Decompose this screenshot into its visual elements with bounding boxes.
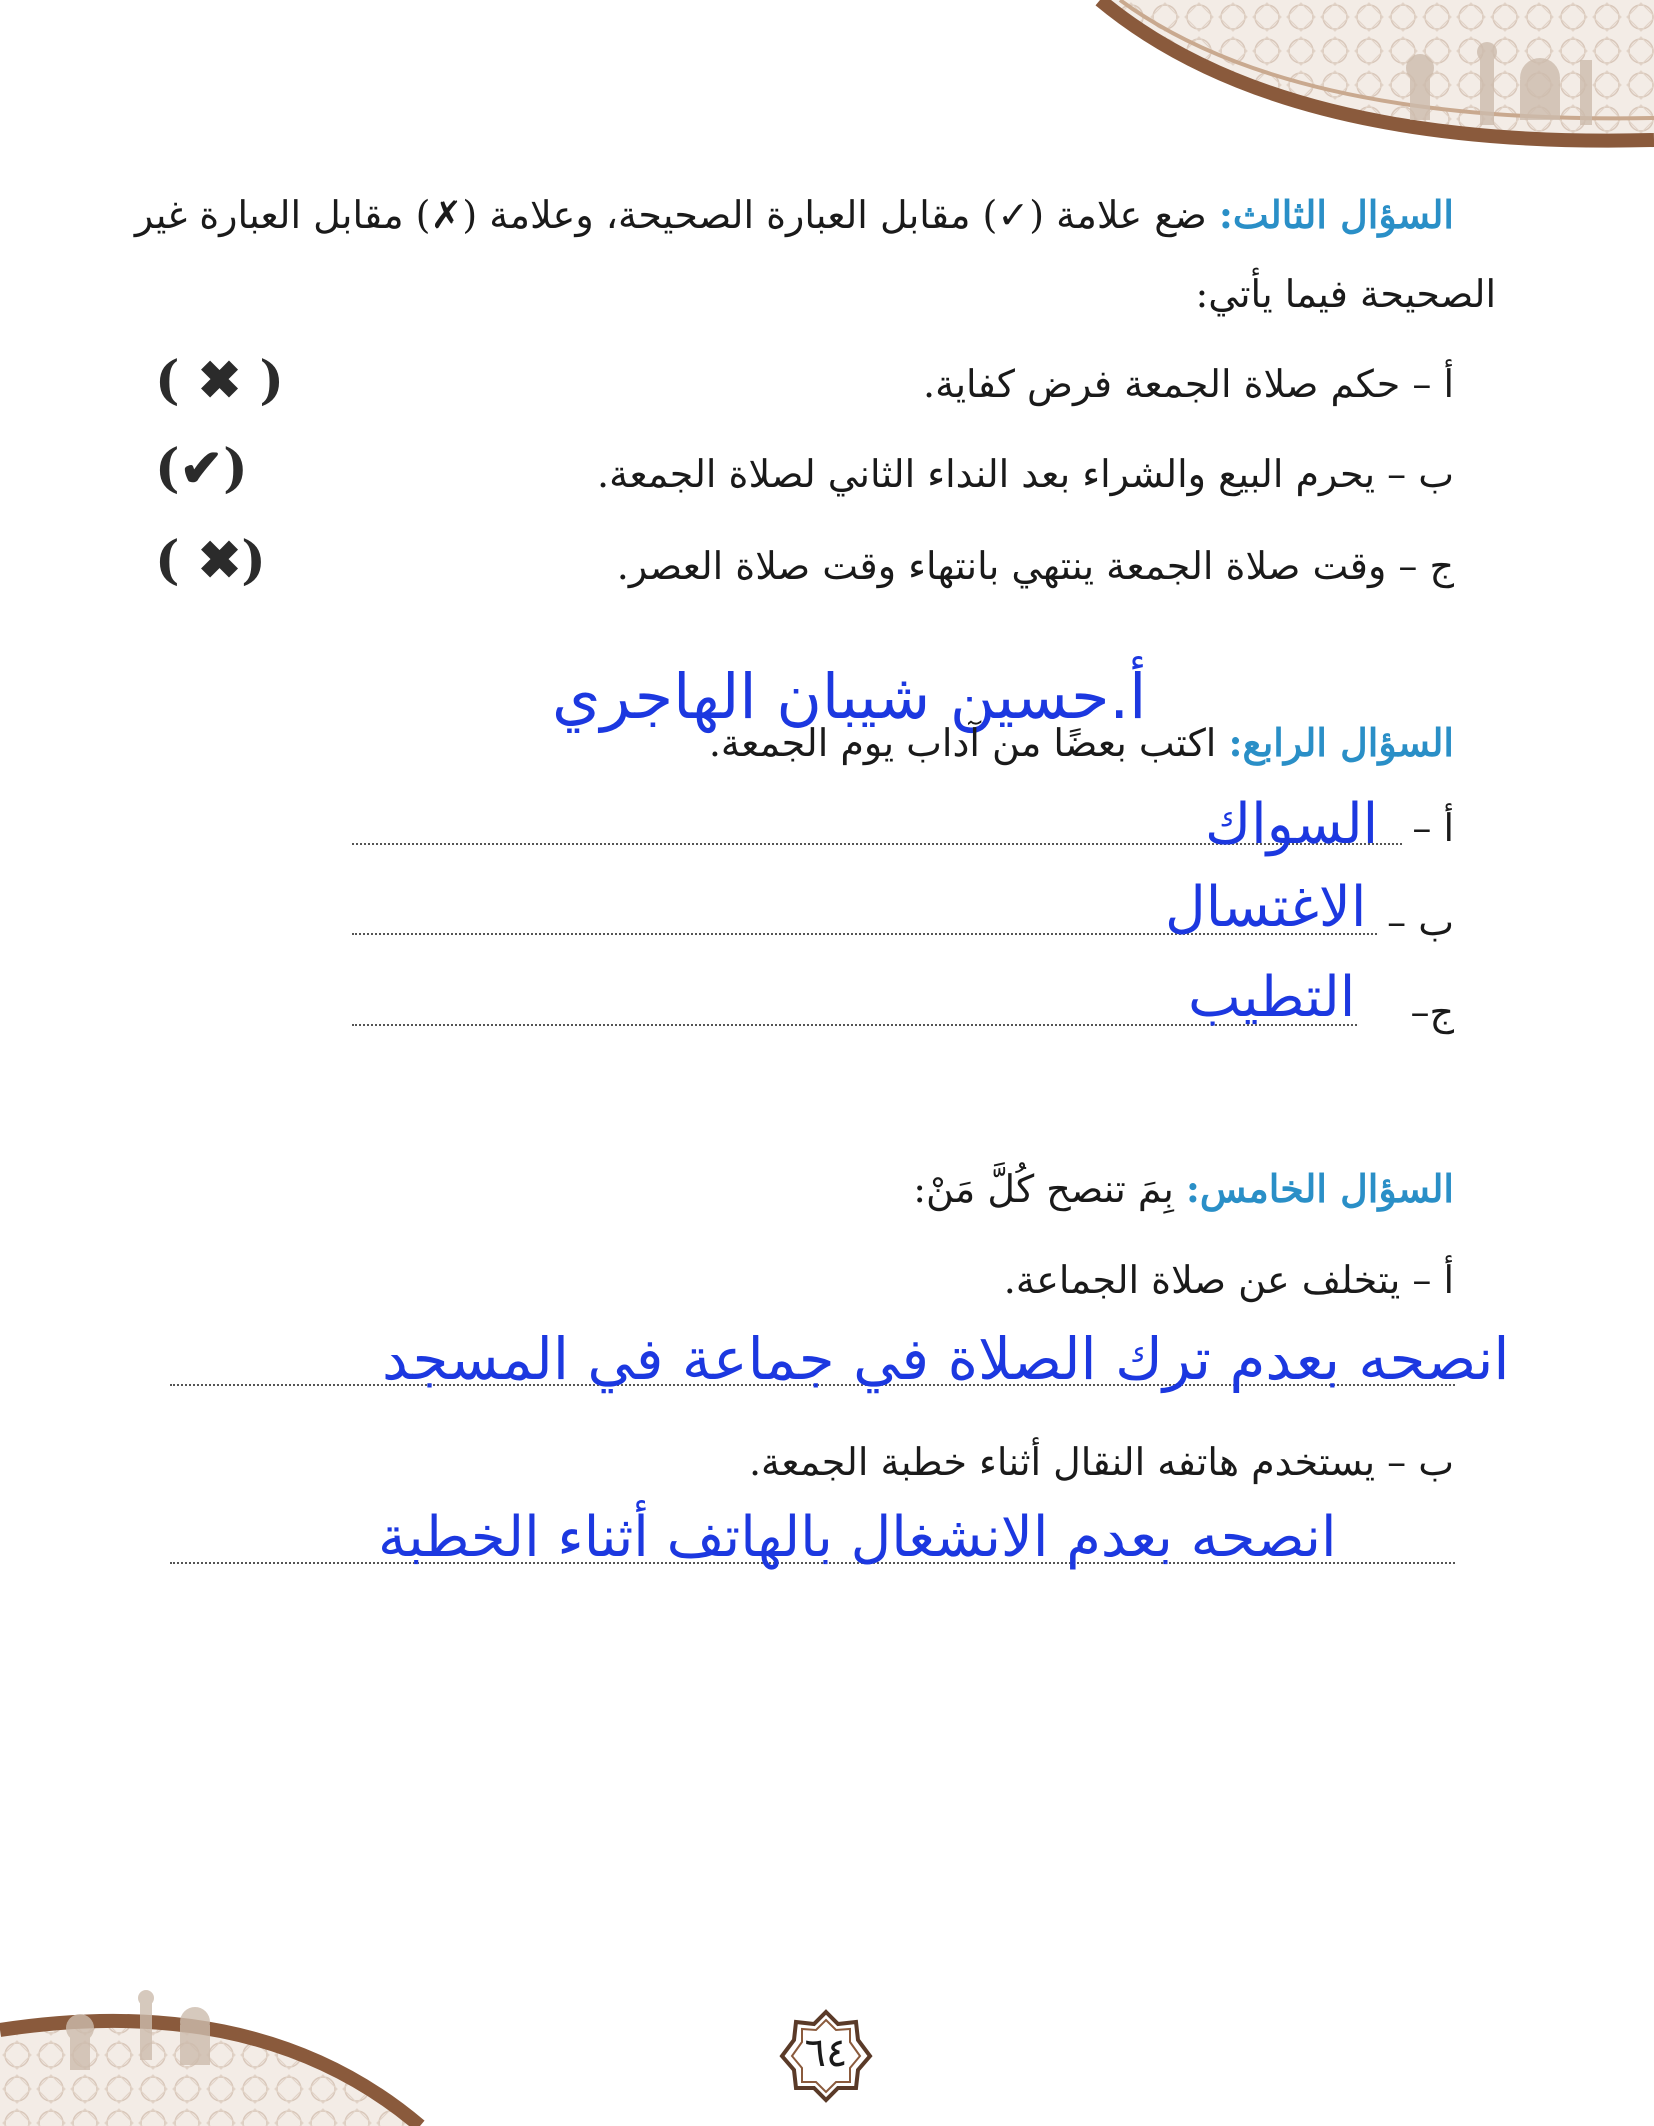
- q4-answer-a: السواك: [1205, 792, 1379, 857]
- q3-answer-b: (✔): [155, 438, 248, 499]
- top-banner-decoration: [1080, 0, 1654, 150]
- q4-prefix-a: أ –: [1412, 806, 1454, 850]
- q3-label: السؤال الثالث:: [1218, 192, 1454, 237]
- q5-answer-b: انصحه بعدم الانشغال بالهاتف أثناء الخطبة: [378, 1505, 1337, 1570]
- q4-instruction: [709, 720, 1454, 765]
- q4-prefix-b: ب –: [1387, 900, 1454, 944]
- q3-instruction-text: ضع علامة (✓) مقابل العبارة الصحيحة، وعلامة (✗) مقابل العبارة غير: [134, 193, 1219, 237]
- q4-prefix-c: ج–: [1410, 990, 1454, 1034]
- author-name-handwritten: أ.حسين شيبان الهاجري: [552, 660, 1147, 733]
- q5-instruction-text: بِمَ تنصح كُلَّ مَنْ:: [913, 1167, 1186, 1211]
- q3-item-c: ج – وقت صلاة الجمعة ينتهي بانتهاء وقت صلاة العصر.: [616, 544, 1454, 588]
- q3-answer-a: ( ✖ ): [155, 350, 284, 411]
- q4-label: السؤال الرابع:: [1228, 720, 1454, 765]
- q3-answer-c: ( ✖): [155, 530, 266, 591]
- q3-item-b: ب – يحرم البيع والشراء بعد النداء الثاني لصلاة الجمعة.: [597, 452, 1454, 496]
- q3-instruction-line1: [114, 192, 1454, 237]
- q4-answer-b: الاغتسال: [1165, 875, 1367, 940]
- q4-answer-c: التطيب: [1188, 965, 1356, 1030]
- bottom-banner-decoration: [0, 1970, 430, 2126]
- q3-instruction-line2: الصحيحة فيما يأتي:: [1195, 272, 1496, 316]
- q3-item-a: أ – حكم صلاة الجمعة فرض كفاية.: [923, 362, 1454, 406]
- page-number: ٦٤: [804, 2030, 848, 2076]
- q5-label: السؤال الخامس:: [1185, 1166, 1454, 1211]
- q5-answer-a: انصحه بعدم ترك الصلاة في جماعة في المسجد: [382, 1325, 1510, 1393]
- q4-instruction-text: اكتب بعضًا من آداب يوم الجمعة.: [708, 721, 1229, 765]
- q5-item-b: ب – يستخدم هاتفه النقال أثناء خطبة الجمعة.: [748, 1440, 1454, 1484]
- q5-instruction: [913, 1166, 1454, 1211]
- q5-item-a: أ – يتخلف عن صلاة الجماعة.: [1003, 1258, 1454, 1302]
